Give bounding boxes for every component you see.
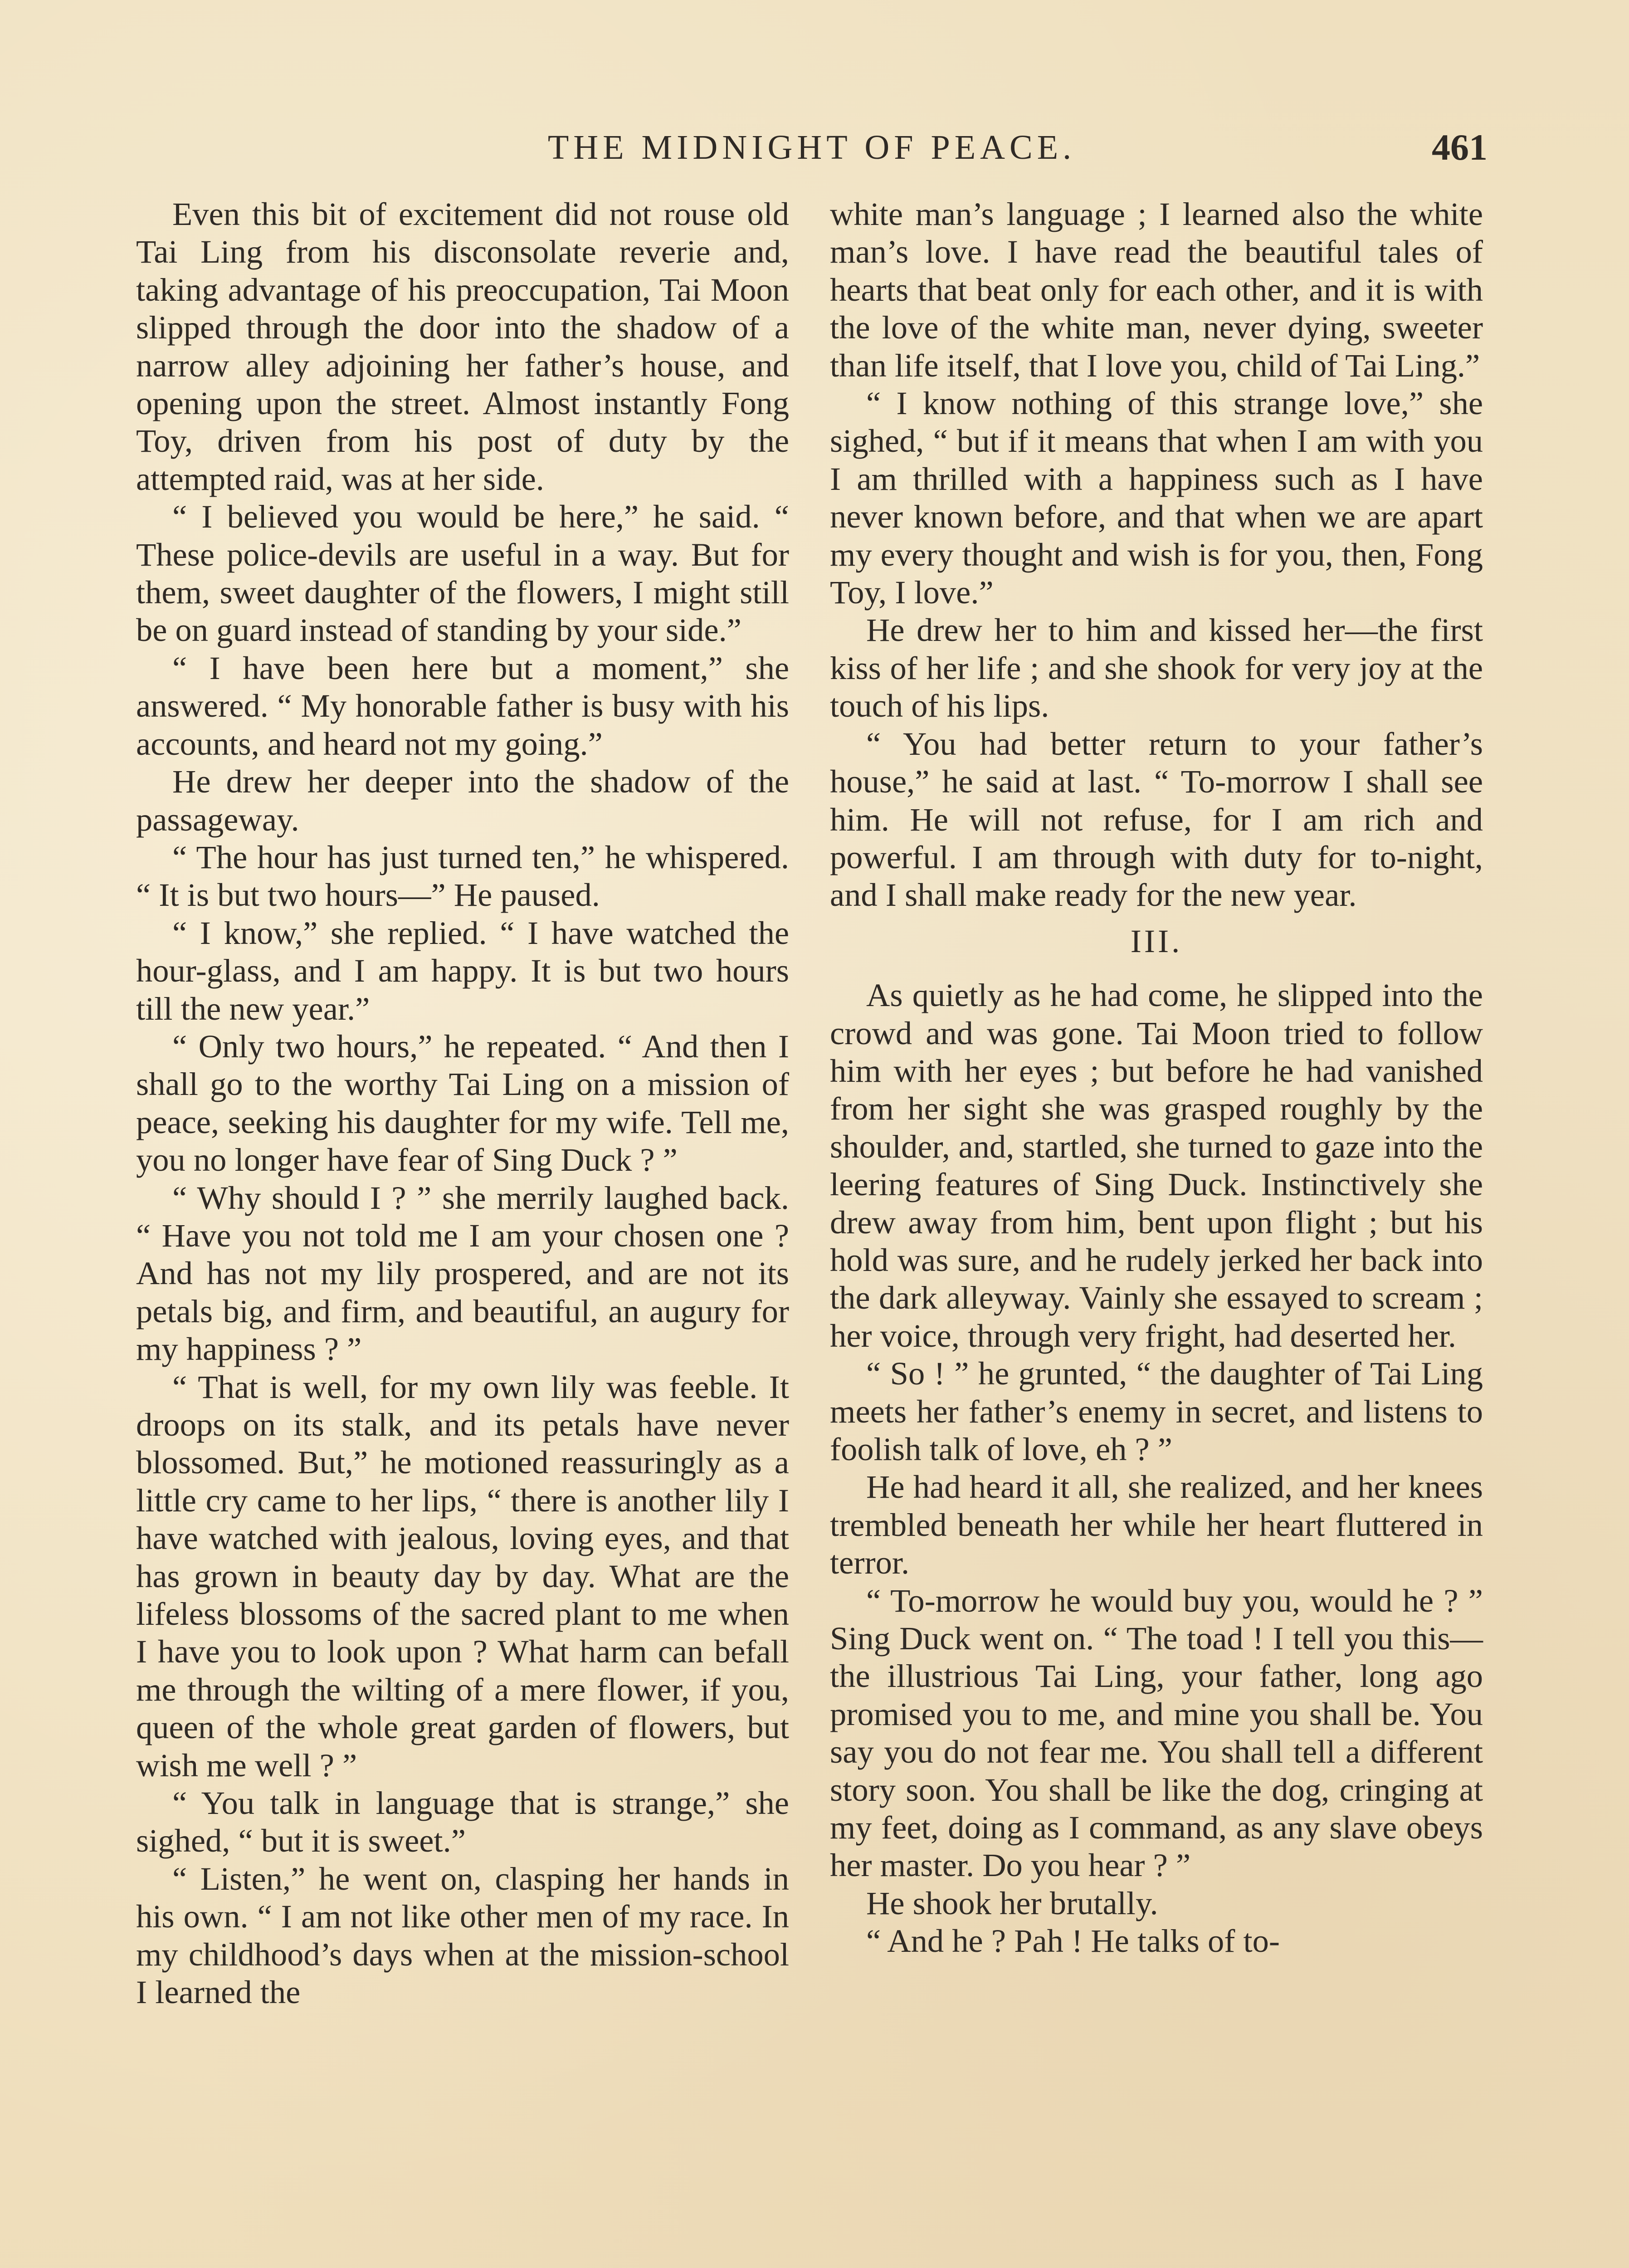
paragraph: “ To-morrow he would buy you, would he ? ” Sing Duck went on. “ The toad ! I tell you this—the illustrious Tai Ling, your father, long ago promised you to me, and mine you shall be. You say you do not fear me. You shall tell a different story soon. You shall be like the dog, cringing at my feet, doing as I command, as any slave obeys her master. Do you hear ? ” [830, 1582, 1483, 1884]
page-number: 461 [1432, 127, 1488, 168]
paragraph: “ I believed you would be here,” he said. “ These police-devils are useful in a way. But for them, sweet daughter of the flowers, I might still be on guard instead of standing by your side.” [136, 498, 789, 649]
paragraph: He had heard it all, she realized, and her knees trembled beneath her while her heart fluttered in terror. [830, 1468, 1483, 1581]
running-title: THE MIDNIGHT OF PEACE. [547, 128, 1076, 166]
paragraph: “ Only two hours,” he repeated. “ And then I shall go to the worthy Tai Ling on a mission of peace, seeking his daughter for my wife. Tell me, you no longer have fear of Sing Duck ? ” [136, 1027, 789, 1178]
paragraph: “ Listen,” he went on, clasping her hands in his own. “ I am not like other men of my race. In my childhood’s days when at the mission-school I learned the [136, 1860, 789, 2011]
paragraph: “ I know,” she replied. “ I have watched the hour-glass, and I am happy. It is but two hours till the new year.” [136, 914, 789, 1027]
paragraph: “ I have been here but a moment,” she answered. “ My honorable father is busy with his accounts, and heard not my going.” [136, 649, 789, 762]
left-text-column [136, 195, 789, 2011]
paragraph: He drew her deeper into the shadow of the passageway. [136, 763, 789, 838]
right-text-column [830, 195, 1483, 1960]
paragraph: As quietly as he had come, he slipped into the crowd and was gone. Tai Moon tried to follow him with her eyes ; but before he had vanished from her sight she was grasped roughly by the shoulder, and, startled, she turned to gaze into the leering features of Sing Duck. Instinctively she drew away from him, bent upon flight ; but his hold was sure, and he rudely jerked her back into the dark alleyway. Vainly she essayed to scream ; her voice, through very fright, had deserted her. [830, 977, 1483, 1354]
paragraph: “ I know nothing of this strange love,” she sighed, “ but if it means that when I am with you I am thrilled with a happiness such as I have never known before, and that when we are apart my every thought and wish is for you, then, Fong Toy, I love.” [830, 385, 1483, 611]
paragraph: “ And he ? Pah ! He talks of to- [866, 1922, 1280, 1960]
paragraph-continued: white man’s language ; I learned also the white man’s love. I have read the beautiful tales of hearts that beat only for each other, and it is with the love of the white man, never dying, sweeter than life itself, that I love you, child of Tai Ling.” [830, 196, 1483, 384]
paragraph: Even this bit of excitement did not rouse old Tai Ling from his disconsolate reverie and, taking advantage of his preoccupation, Tai Moon slipped through the door into the shadow of a narrow alley adjoining her father’s house, and opening upon the street. Almost instantly Fong Toy, driven from his post of duty by the attempted raid, was at her side. [136, 196, 789, 497]
paragraph: He drew her to him and kissed her—the first kiss of her life ; and she shook for very joy at the touch of his lips. [830, 611, 1483, 724]
paragraph: “ You talk in language that is strange,” she sighed, “ but it is sweet.” [136, 1784, 789, 1859]
paragraph: He shook her brutally. [866, 1884, 1158, 1921]
paragraph: “ The hour has just turned ten,” he whispered. “ It is but two hours—” He paused. [136, 838, 789, 914]
paragraph: “ You had better return to your father’s house,” he said at last. “ To-morrow I shall see him. He will not refuse, for I am rich and powerful. I am through with duty for to-night, and I shall make ready for the new year. [830, 725, 1483, 914]
section-heading: III. [1130, 922, 1183, 959]
paragraph: “ Why should I ? ” she merrily laughed back. “ Have you not told me I am your chosen one ? And has not my lily prospered, and are not its petals big, and firm, and beautiful, an augury for my happiness ? ” [136, 1179, 789, 1368]
paragraph: “ That is well, for my own lily was feeble. It droops on its stalk, and its petals have never blossomed. But,” he motioned reassuringly as a little cry came to her lips, “ there is another lily I have watched with jealous, loving eyes, and that has grown in beauty day by day. What are the lifeless blossoms of the sacred plant to me when I have you to look upon ? What harm can befall me through the wilting of a mere flower, if you, queen of the whole great garden of flowers, but wish me well ? ” [136, 1368, 789, 1784]
paragraph: “ So ! ” he grunted, “ the daughter of Tai Ling meets her father’s enemy in secret, and listens to foolish talk of love, eh ? ” [830, 1355, 1483, 1467]
page-header [136, 122, 1488, 172]
